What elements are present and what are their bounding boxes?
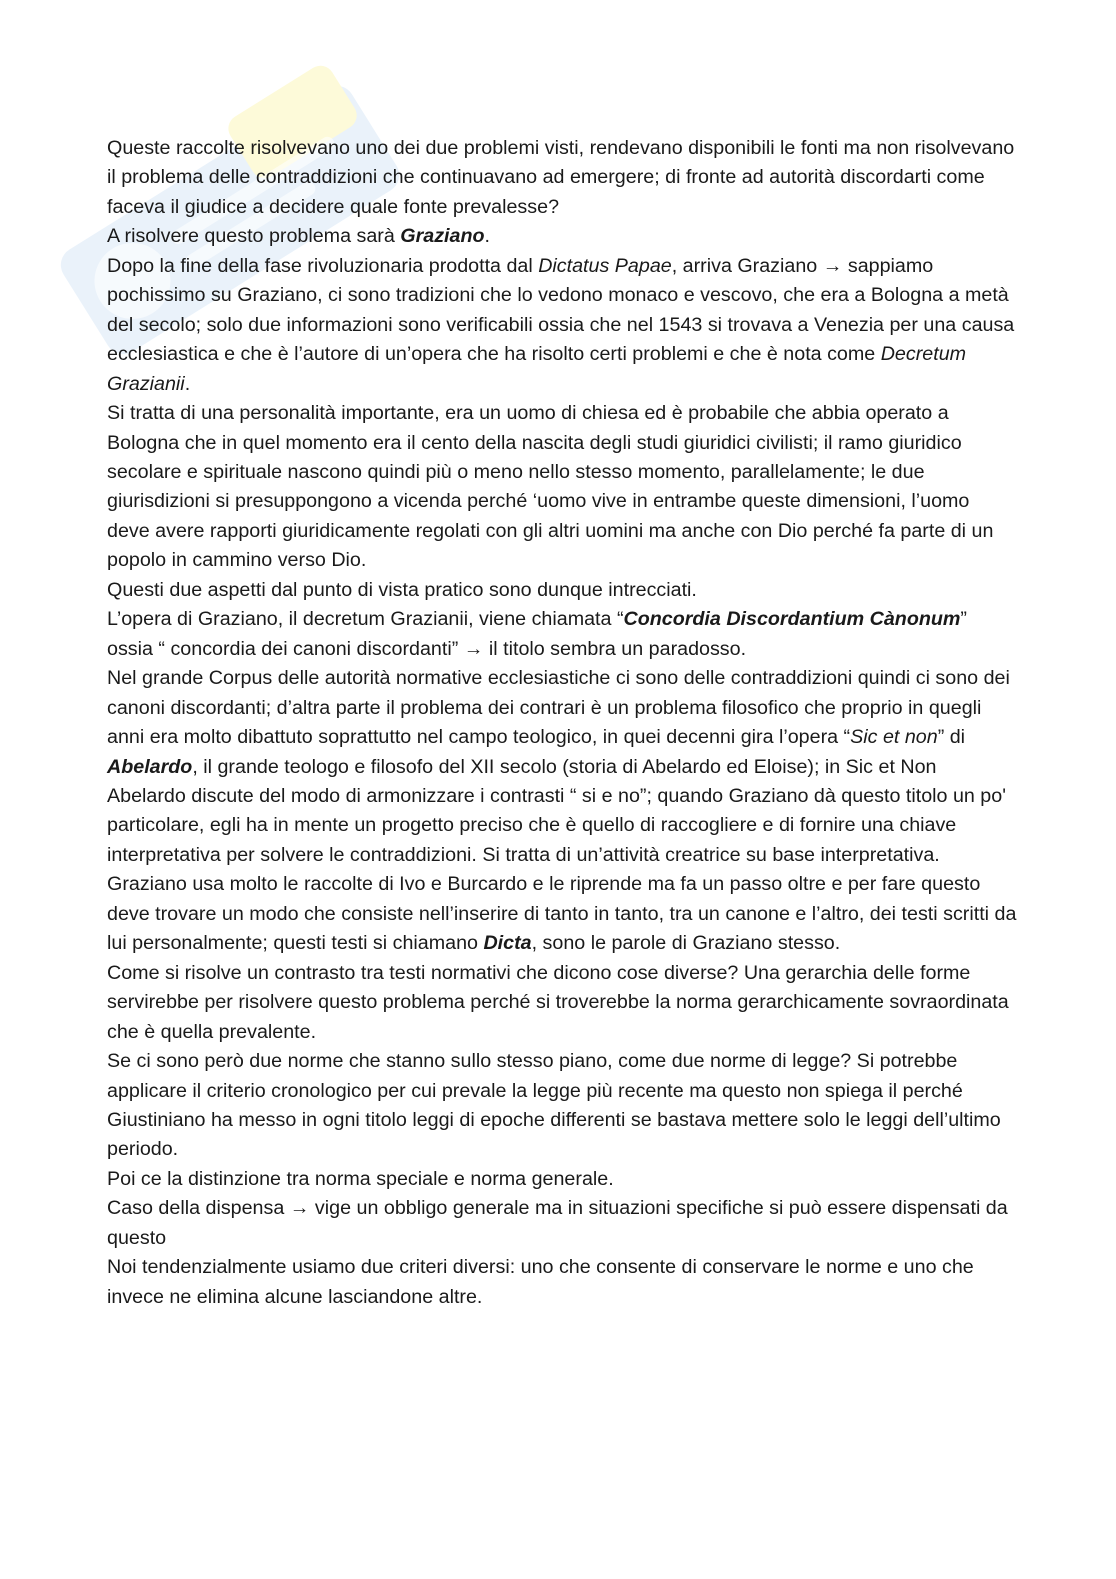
- paragraph: [107, 1047, 1017, 1165]
- text-run: , il grande teologo e filosofo del XII secolo (storia di Abelardo ed Eloise); in Sic et Non Abelardo discute del modo di armonizzare i contrasti “ si e no”; quando Graziano dà questo titolo un po' particolare, egli ha in mente un progetto preciso che è quello di raccogliere e di fornire una chiave interpretativa per solvere le contraddizioni. Si tratta di un’attività creatrice su base interpretativa.: [107, 755, 1006, 866]
- text-run: Nel grande Corpus delle autorità normative ecclesiastiche ci sono delle contraddizioni quindi ci sono dei canoni discordanti; d’altra parte il problema dei contrari è un problema filosofico che proprio in quegli anni era molto dibattuto soprattutto nel campo teologico, in quei decenni gira l’opera “: [107, 667, 1010, 749]
- paragraph: [107, 959, 1017, 1047]
- text-run: Come si risolve un contrasto tra testi normativi che dicono cose diverse? Una gerarchia delle forme servirebbe per risolvere questo problema perché si troverebbe la norma gerarchicamente sovraordinata che è quella prevalente.: [107, 961, 1009, 1043]
- document-body: [107, 134, 1017, 1312]
- paragraph: [107, 576, 1017, 605]
- text-run: Se ci sono però due norme che stanno sullo stesso piano, come due norme di legge? Si potrebbe applicare il criterio cronologico per cui prevale la legge più recente ma questo non spiega il perché Giustiniano ha messo in ogni titolo leggi di epoche differenti se bastava mettere solo le leggi dell’ultimo periodo.: [107, 1050, 1001, 1161]
- text-run: , arriva Graziano → sappiamo pochissimo su Graziano, ci sono tradizioni che lo vedono monaco e vescovo, che era a Bologna a metà del secolo; solo due informazioni sono verificabili ossia che nel 1543 si trovava a Venezia per una causa ecclesiastica e che è l’autore di un’opera che ha risolto certi problemi e che è nota come: [107, 254, 1015, 366]
- emphasis-text: Dicta: [483, 932, 532, 955]
- italic-run: Decretum Grazianii: [107, 343, 967, 395]
- bold-italic-run: [400, 225, 484, 247]
- text-run: Graziano usa molto le raccolte di Ivo e Burcardo e le riprende ma fa un passo oltre e per fare questo deve trovare un modo che consiste nell’inserire di tanto in tanto, tra un canone e l’altro, dei testi scritti da lui personalmente; questi testi si chiamano: [107, 873, 1017, 955]
- text-run: Dopo la fine della fase rivoluzionaria prodotta dal: [107, 254, 539, 277]
- paragraph: [107, 1165, 1017, 1194]
- bold-italic-run: [107, 756, 192, 778]
- paragraph: [107, 870, 1017, 958]
- paragraph: [107, 399, 1017, 576]
- italic-run: Dictatus Papae: [538, 254, 672, 277]
- paragraph: [107, 1194, 1017, 1253]
- emphasis-text: Abelardo: [107, 755, 193, 778]
- emphasis-text: Graziano: [400, 225, 485, 248]
- italic-run: Sic et non: [850, 726, 938, 749]
- paragraph: [107, 664, 1017, 870]
- bold-italic-run: [483, 932, 531, 954]
- paragraph: [107, 134, 1017, 222]
- text-run: Queste raccolte risolvevano uno dei due problemi visti, rendevano disponibili le fonti ma non risolvevano il problema delle contraddizioni che continuavano ad emergere; di fronte ad autorità discordarti come faceva il giudice a decidere quale fonte prevalesse?: [107, 137, 1015, 218]
- paragraph: [107, 1253, 1017, 1312]
- paragraph: [107, 222, 1017, 251]
- text-run: Questi due aspetti dal punto di vista pratico sono dunque intrecciati.: [107, 578, 697, 601]
- text-run: L’opera di Graziano, il decretum Grazianii, viene chiamata “: [107, 608, 624, 631]
- paragraph: [107, 252, 1017, 399]
- text-run: ” di: [937, 726, 966, 749]
- text-run: ” ossia “ concordia dei canoni discordanti” → il titolo sembra un paradosso.: [107, 608, 967, 660]
- text-run: Poi ce la distinzione tra norma speciale e norma generale.: [107, 1167, 614, 1190]
- text-run: .: [184, 372, 191, 395]
- bold-italic-run: [624, 608, 961, 630]
- text-run: Si tratta di una personalità importante, era un uomo di chiesa ed è probabile che abbia operato a Bologna che in quel momento era il cento della nascita degli studi giuridici civilisti; il ramo giuridico secolare e spirituale nascono quindi più o meno nello stesso momento, parallelamente; le due giurisdizioni si presuppongono a vicenda perché ‘uomo vive in entrambe queste dimensioni, l’uomo deve avere rapporti giuridicamente regolati con gli altri uomini ma anche con Dio perché fa parte di un popolo in cammino verso Dio.: [107, 402, 994, 572]
- text-run: Noi tendenzialmente usiamo due criteri diversi: uno che consente di conservare le norme e uno che invece ne elimina alcune lasciandone altre.: [107, 1256, 974, 1308]
- text-run: A risolvere questo problema sarà: [107, 225, 401, 248]
- emphasis-text: Concordia Discordantium Cànonum: [623, 608, 961, 631]
- text-run: , sono le parole di Graziano stesso.: [531, 932, 841, 955]
- text-run: Caso della dispensa → vige un obbligo generale ma in situazioni specifiche si può essere dispensati da questo: [107, 1197, 1008, 1249]
- paragraph: [107, 605, 1017, 664]
- text-run: .: [484, 225, 491, 248]
